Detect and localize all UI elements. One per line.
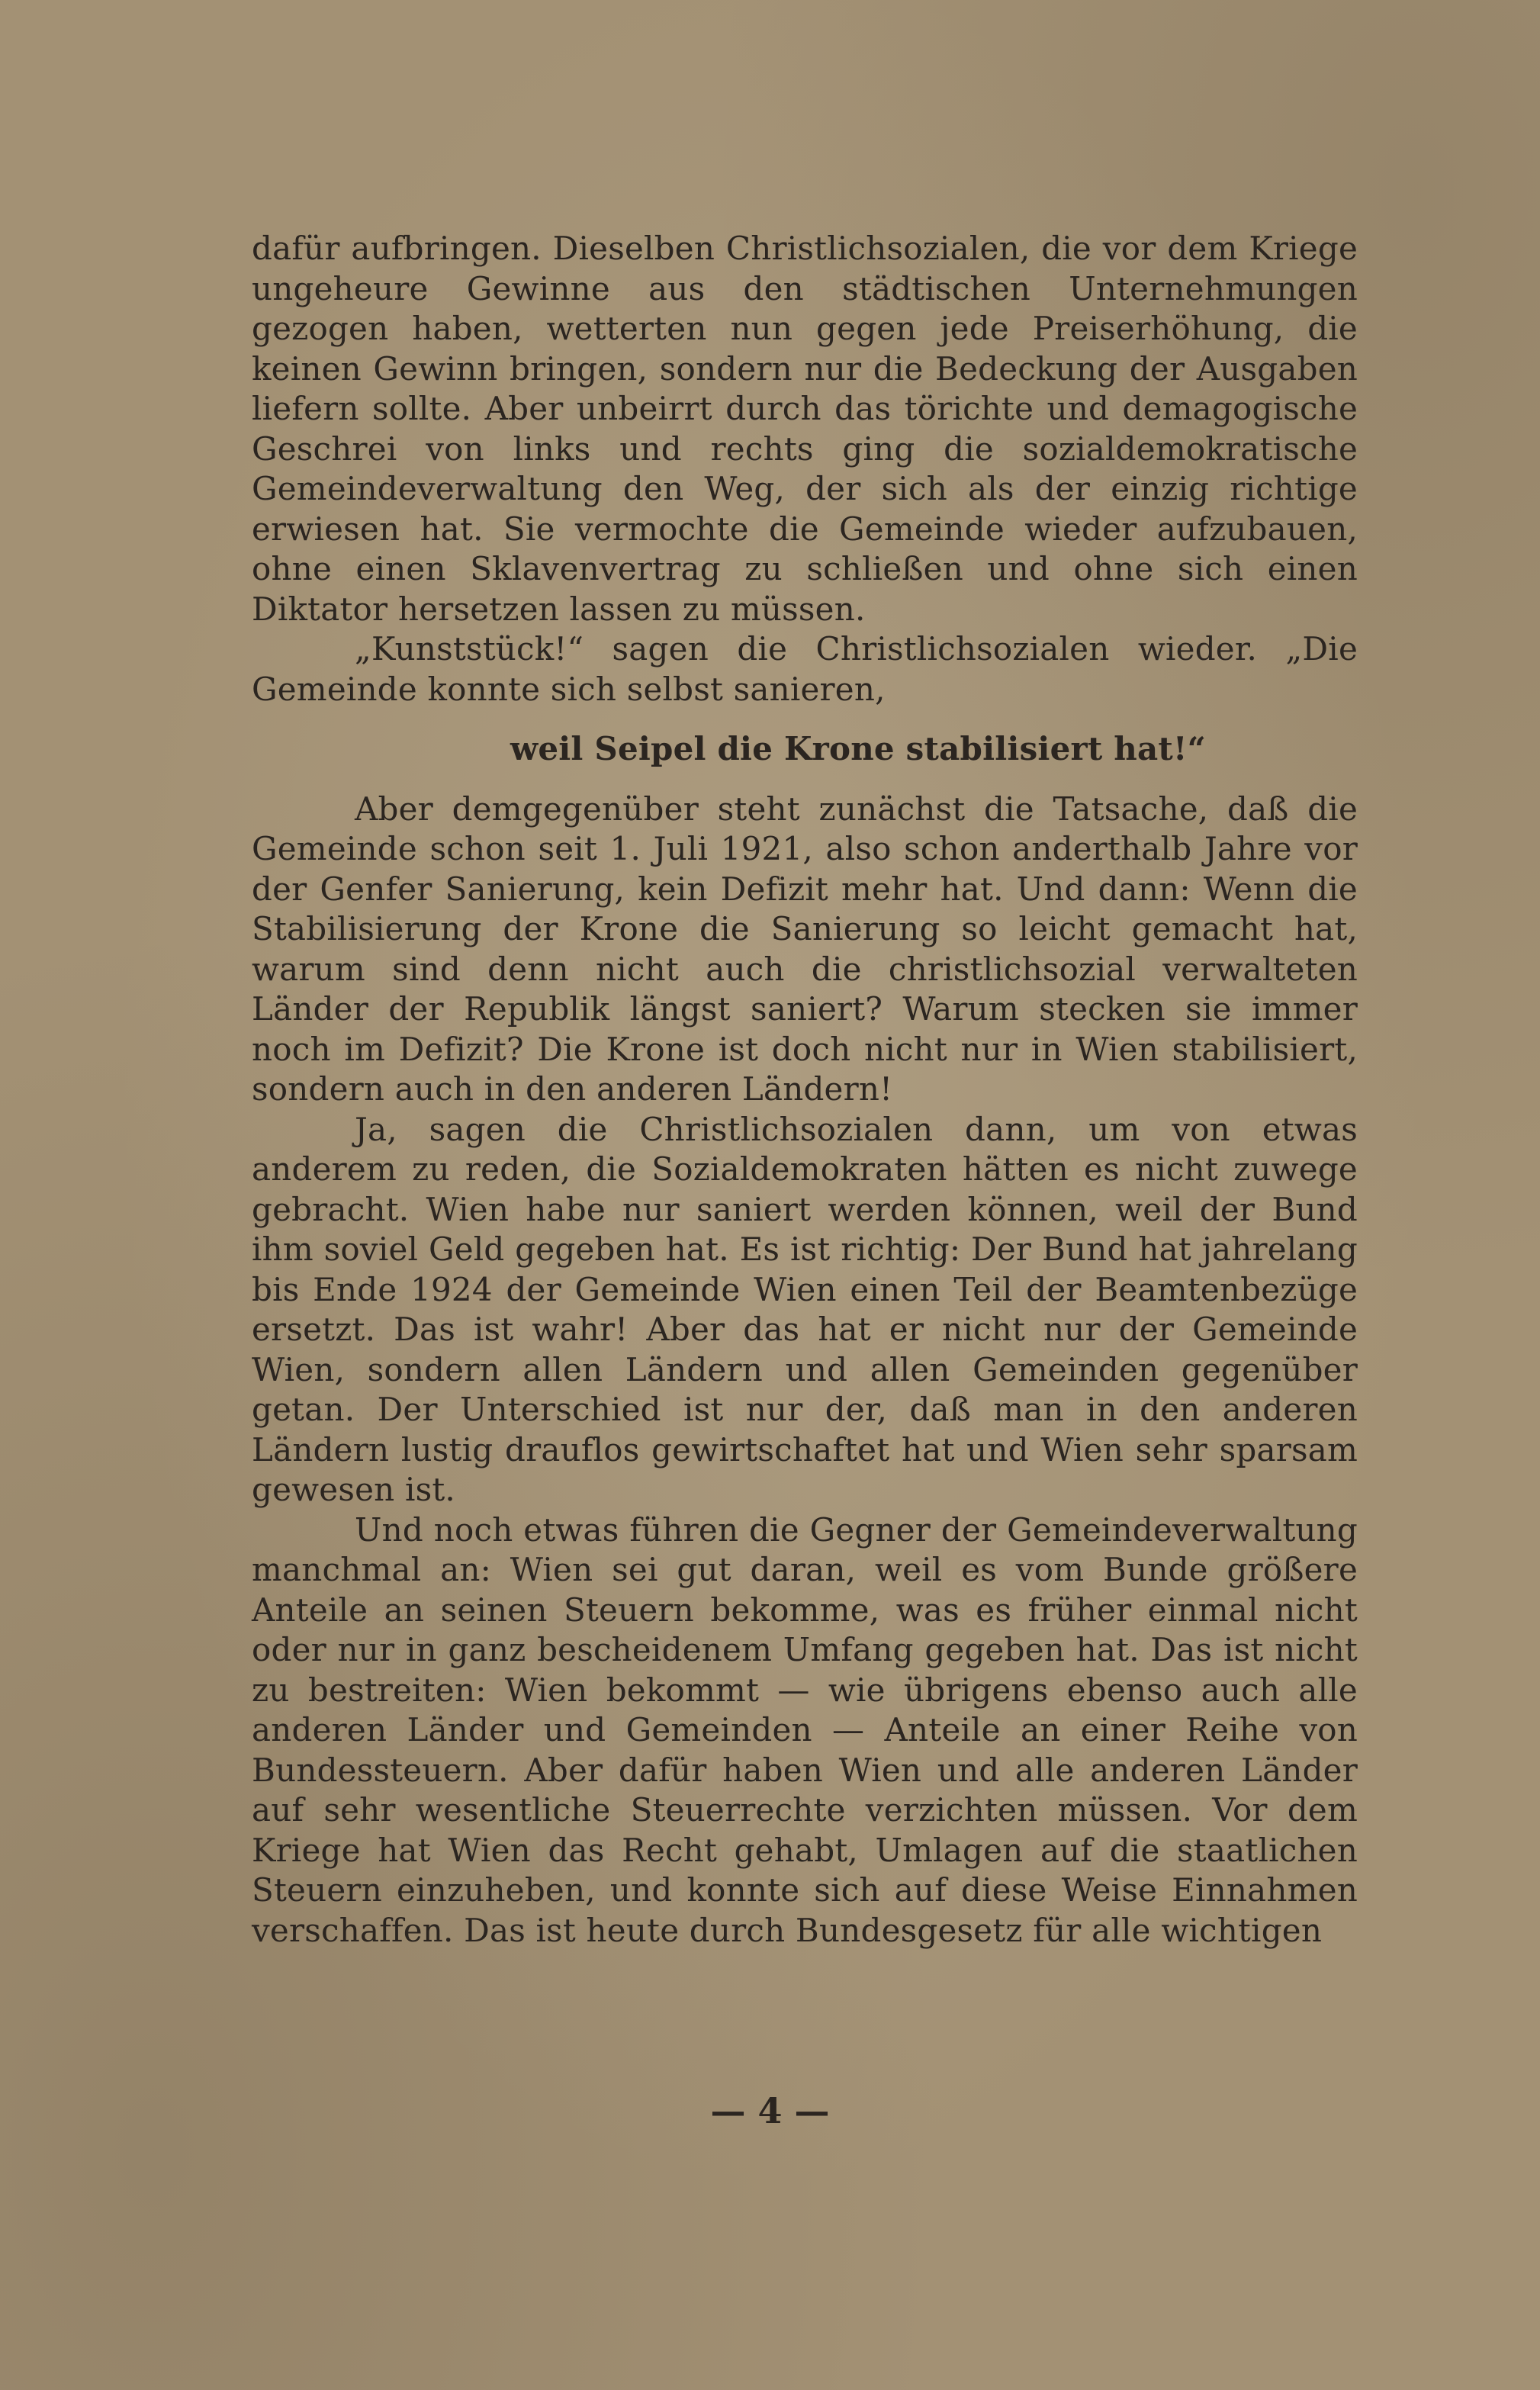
paragraph-5: Ja, sagen die Christlichsozialen dann, um von etwas anderem zu reden, die Sozialdemokraten hätten es nicht zuwege gebracht. Wien habe nur saniert werden können, weil der Bund ihm soviel Geld gegeben hat. Es ist richtig: Der Bund hat jahrelang bis Ende 1924 der Gemeinde Wien einen Teil der Beamtenbezüge ersetzt. Das ist wahr! Aber das hat er nicht nur der Gemeinde Wien, sondern allen Ländern und allen Gemeinden gegenüber getan. Der Unterschied ist nur der, daß man in den anderen Ländern lustig drauflos gewirtschaftet hat und Wien sehr sparsam gewesen ist. [252,1110,1358,1508]
paragraph-4: Aber demgegenüber steht zunächst die Tatsache, daß die Gemeinde schon seit 1. Juli 1921, also schon anderthalb Jahre vor der Genfer Sanierung, kein Defizit mehr hat. Und dann: Wenn die Stabilisierung der Krone die Sanierung so leicht gemacht hat, warum sind denn nicht auch die christlichsozial verwalteten Länder der Republik längst saniert? Warum stecken sie immer noch im Defizit? Die Krone ist doch nicht nur in Wien stabilisiert, sondern auch in den anderen Ländern! [252,790,1358,1108]
page-number: — 4 — [710,2090,830,2131]
body-text [252,229,1358,1951]
paragraph-3-emphasis: weil Seipel die Krone stabilisiert hat!“ [510,730,1206,767]
paragraph-2: „Kunststück!“ sagen die Christlichsozialen wieder. „Die Gemeinde konnte sich selbst sanieren, [252,630,1358,708]
paragraph-6: Und noch etwas führen die Gegner der Gemeindeverwaltung manchmal an: Wien sei gut daran, weil es vom Bunde größere Anteile an seinen Steuern bekomme, was es früher einmal nicht oder nur in ganz bescheidenem Umfang gegeben hat. Das ist nicht zu bestreiten: Wien bekommt — wie übrigens ebenso auch alle anderen Länder und Gemeinden — Anteile an einer Reihe von Bundessteuern. Aber dafür haben Wien und alle anderen Länder auf sehr wesentliche Steuerrechte verzichten müssen. Vor dem Kriege hat Wien das Recht gehabt, Umlagen auf die staatlichen Steuern einzuheben, und konnte sich auf diese Weise Einnahmen verschaffen. Das ist heute durch Bundesgesetz für alle wichtigen [252,1510,1358,1949]
paragraph-1: dafür aufbringen. Dieselben Christlichsozialen, die vor dem Kriege ungeheure Gewinne aus den städtischen Unternehmungen gezogen haben, wetterten nun gegen jede Preiserhöhung, die keinen Gewinn bringen, sondern nur die Bedeckung der Ausgaben liefern sollte. Aber unbeirrt durch das törichte und demagogische Geschrei von links und rechts ging die sozialdemokratische Gemeindeverwaltung den Weg, der sich als der einzig richtige erwiesen hat. Sie vermochte die Gemeinde wieder aufzubauen, ohne einen Sklavenvertrag zu schließen und ohne sich einen Diktator hersetzen lassen zu müssen. [252,230,1358,628]
